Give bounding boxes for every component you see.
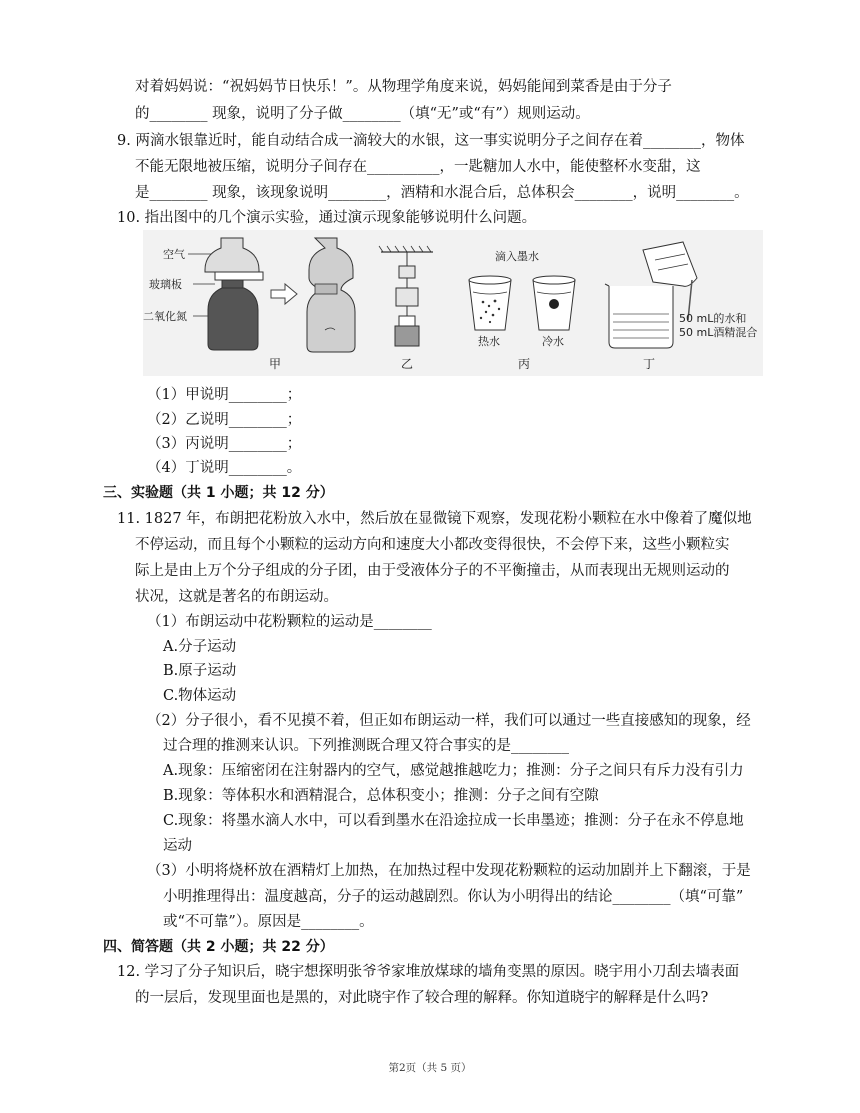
section-heading-short-answer: 四、简答题（共 2 小题；共 22 分） (103, 939, 334, 955)
page-footer: 第2页（共 5 页） (388, 1062, 472, 1074)
subquestion-1: （1）布朗运动中花粉颗粒的运动是________ (147, 614, 432, 630)
option-a: A.分子运动 (163, 639, 237, 655)
text-line: 小明推理得出：温度越高，分子的运动越剧烈。你认为小明得出的结论________（填“可靠” (163, 889, 744, 905)
text-line: 对着妈妈说：“祝妈妈节日快乐！”。从物理学角度来说，妈妈能闻到菜香是由于分子 (135, 79, 672, 95)
answer-bing: （3）丙说明________； (147, 436, 302, 452)
option-c: C.现象：将墨水滴人水中，可以看到墨水在沿途拉成一长串墨迹；推测：分子在永不停息地 (163, 813, 744, 829)
text-line: 过合理的推测来认识。下列推测既合理又符合事实的是________ (163, 738, 569, 754)
question-10: 10. 指出图中的几个演示实验，通过演示现象能够说明什么问题。 (117, 210, 537, 226)
text-line: 的一层后，发现里面也是黑的，对此晓宇作了较合理的解释。你知道晓宇的解释是什么吗? (135, 990, 709, 1006)
answer-yi: （2）乙说明________； (147, 412, 302, 428)
label-air: 空气 (163, 248, 185, 261)
label-hot-water: 热水 (478, 335, 500, 348)
question-11: 11. 1827 年，布朗把花粉放入水中，然后放在显微镜下观察，发现花粉小颗粒在水中像着了魔似地 (117, 511, 752, 527)
question-9: 9. 两滴水银靠近时，能自动结合成一滴较大的水银，这一事实说明分子之间存在着________，物体 (117, 133, 745, 149)
caption-yi: 乙 (401, 357, 414, 371)
label-no2: 二氧化氮 (143, 310, 187, 323)
text-line: 运动 (163, 838, 192, 854)
option-a: A.现象：压缩密闭在注射器内的空气，感觉越推越吃力；推测：分子之间只有斥力没有引力 (163, 763, 744, 779)
label-glass: 玻璃板 (149, 278, 182, 291)
label-mix-1: 50 mL的水和 (679, 312, 747, 325)
caption-jia: 甲 (269, 357, 282, 371)
text-line: 是________ 现象，该现象说明________，酒精和水混合后，总体积会________，说明________。 (135, 185, 749, 201)
label-cold-water: 冷水 (542, 335, 564, 348)
text-line: 不能无限地被压缩，说明分子间存在__________，一匙糖加人水中，能使整杯水变甜，这 (135, 159, 701, 175)
caption-bing: 丙 (518, 357, 531, 371)
answer-ding: （4）丁说明________。 (147, 460, 302, 476)
text-line: 际上是由上万个分子组成的分子团，由于受液体分子的不平衡撞击，从而表现出无规则运动的 (135, 563, 730, 579)
label-drop-ink: 滴入墨水 (495, 250, 539, 263)
text-line: 的________ 现象，说明了分子做________（填“无”或“有”）规则运动。 (135, 106, 590, 122)
question-12: 12. 学习了分子知识后，晓宇想探明张爷爷家堆放煤球的墙角变黑的原因。晓宇用小刀刮去墙表面 (117, 964, 740, 980)
subquestion-3: （3）小明将烧杯放在酒精灯上加热，在加热过程中发现花粉颗粒的运动加剧并上下翻滚，于是 (147, 863, 751, 879)
experiment-figure (143, 230, 763, 376)
subquestion-2: （2）分子很小，看不见摸不着，但正如布朗运动一样，我们可以通过一些直接感知的现象，经 (147, 713, 751, 729)
text-line: 不停运动，而且每个小颗粒的运动方向和速度大小都改变得很快，不会停下来，这些小颗粒实 (135, 537, 730, 553)
option-b: B.现象：等体积水和酒精混合，总体积变小；推测：分子之间有空隙 (163, 788, 599, 804)
option-b: B.原子运动 (163, 663, 237, 679)
text-line: 或“不可靠”）。原因是________。 (163, 914, 374, 930)
section-heading-experiment: 三、实验题（共 1 小题；共 12 分） (103, 485, 334, 501)
caption-ding: 丁 (643, 357, 656, 371)
text-line: 状况，这就是著名的布朗运动。 (135, 589, 338, 605)
option-c: C.物体运动 (163, 688, 237, 704)
answer-jia: （1）甲说明________； (147, 387, 302, 403)
label-mix-2: 50 mL酒精混合 (679, 326, 758, 339)
